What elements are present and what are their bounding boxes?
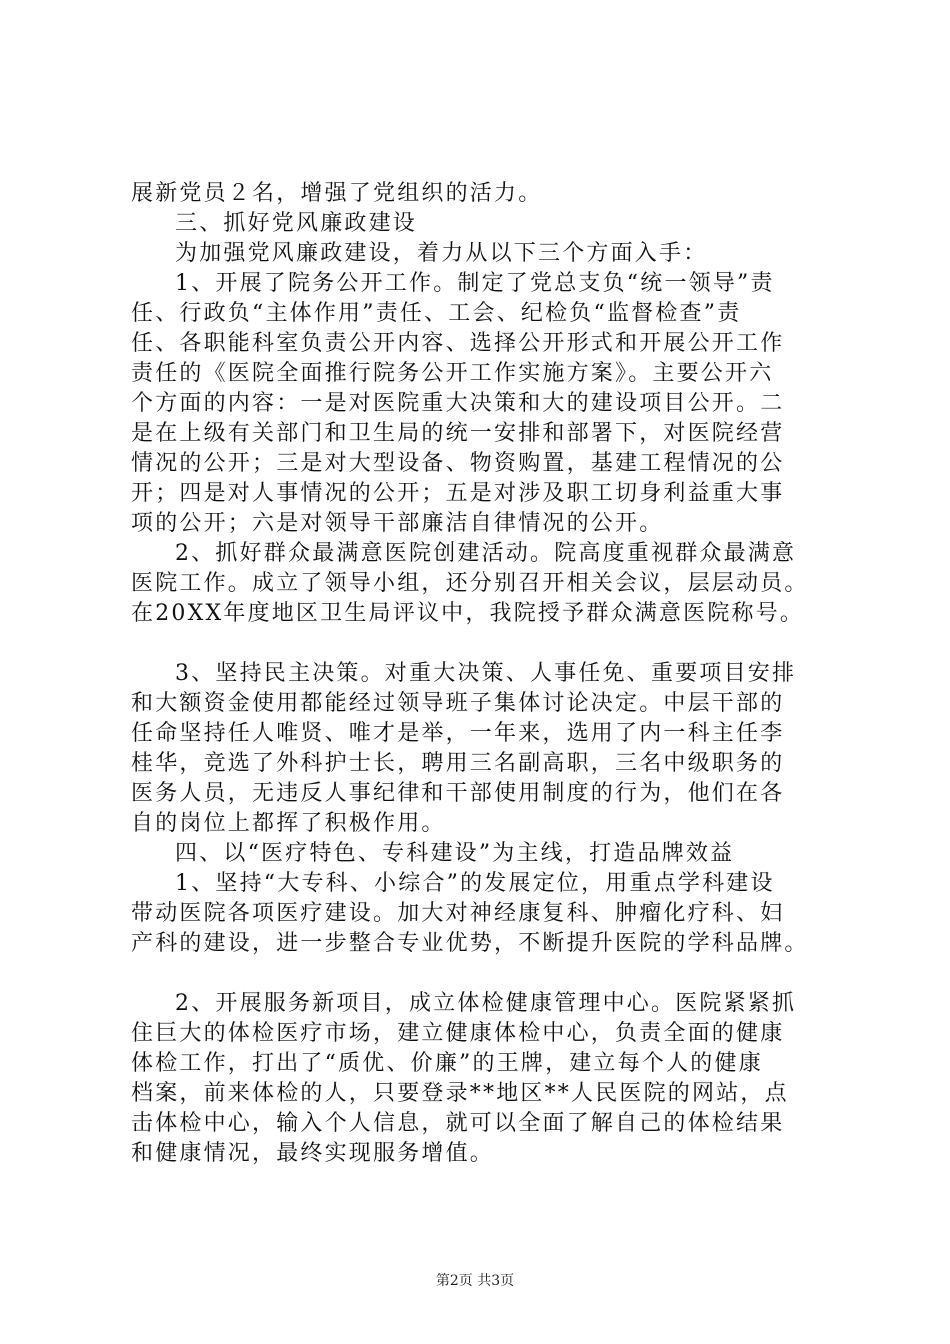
paragraph-line: 1、坚持“大专科、小综合”的发展定位，用重点学科建设	[175, 871, 775, 896]
paragraph-line: 开；四是对人事情况的公开；五是对涉及职工切身利益重大事	[131, 481, 785, 506]
paragraph-line: 任、行政负“主体作用”责任、工会、纪检负“监督检查”责	[131, 301, 742, 326]
paragraph-line: 自的岗位上都挥了积极作用。	[131, 811, 446, 836]
section-heading: 三、抓好党风廉政建设	[175, 211, 418, 236]
paragraph-line: 在20XX年度地区卫生局评议中，我院授予群众满意医院称号。	[131, 601, 805, 626]
paragraph-line: 是在上级有关部门和卫生局的统一安排和部署下，对医院经营	[131, 421, 785, 446]
paragraph-line: 项的公开；六是对领导干部廉洁自律情况的公开。	[131, 511, 664, 536]
paragraph-line: 情况的公开；三是对大型设备、物资购置，基建工程情况的公	[131, 451, 785, 476]
paragraph-line: 个方面的内容：一是对医院重大决策和大的建设项目公开。二	[131, 391, 785, 416]
paragraph-line: 住巨大的体检医疗市场，建立健康体检中心，负责全面的健康	[131, 1021, 785, 1046]
paragraph-line: 2、开展服务新项目，成立体检健康管理中心。医院紧紧抓	[175, 991, 797, 1016]
page-number-footer: 第2页 共3页	[435, 1273, 515, 1289]
paragraph-line: 任、各职能科室负责公开内容、选择公开形式和开展公开工作	[131, 331, 785, 356]
paragraph-line: 医院工作。成立了领导小组，还分别召开相关会议，层层动员。	[131, 571, 809, 596]
paragraph-line: 带动医院各项医疗建设。加大对神经康复科、肿瘤化疗科、妇	[131, 901, 785, 926]
section-heading: 四、以“医疗特色、专科建设”为主线，打造品牌效益	[175, 841, 735, 866]
paragraph-line: 产科的建设，进一步整合专业优势，不断提升医院的学科品牌。	[131, 931, 809, 956]
paragraph-line: 医务人员，无违反人事纪律和干部使用制度的行为，他们在各	[131, 781, 785, 806]
paragraph-line: 体检工作，打出了“质优、价廉”的王牌，建立每个人的健康	[131, 1051, 763, 1076]
paragraph-line: 桂华，竞选了外科护士长，聘用三名副高职，三名中级职务的	[131, 751, 785, 776]
paragraph-line: 和健康情况，最终实现服务增值。	[131, 1141, 495, 1166]
paragraph-line: 档案，前来体检的人，只要登录**地区**人民医院的网站，点	[131, 1081, 789, 1106]
paragraph-line: 3、坚持民主决策。对重大决策、人事任免、重要项目安排	[175, 661, 797, 686]
paragraph-line: 1、开展了院务公开工作。制定了党总支负“统一领导”责	[175, 271, 775, 296]
paragraph-line: 2、抓好群众最满意医院创建活动。院高度重视群众最满意	[175, 541, 797, 566]
paragraph-line: 任命坚持任人唯贤、唯才是举，一年来，选用了内一科主任李	[131, 721, 785, 746]
paragraph-line: 为加强党风廉政建设，着力从以下三个方面入手：	[175, 241, 708, 266]
paragraph-line: 责任的《医院全面推行院务公开工作实施方案》。主要公开六	[131, 361, 774, 386]
paragraph-line: 和大额资金使用都能经过领导班子集体讨论决定。中层干部的	[131, 691, 785, 716]
paragraph-line: 击体检中心，输入个人信息，就可以全面了解自己的体检结果	[131, 1111, 785, 1136]
paragraph-line: 展新党员２名，增强了党组织的活力。	[131, 181, 543, 206]
